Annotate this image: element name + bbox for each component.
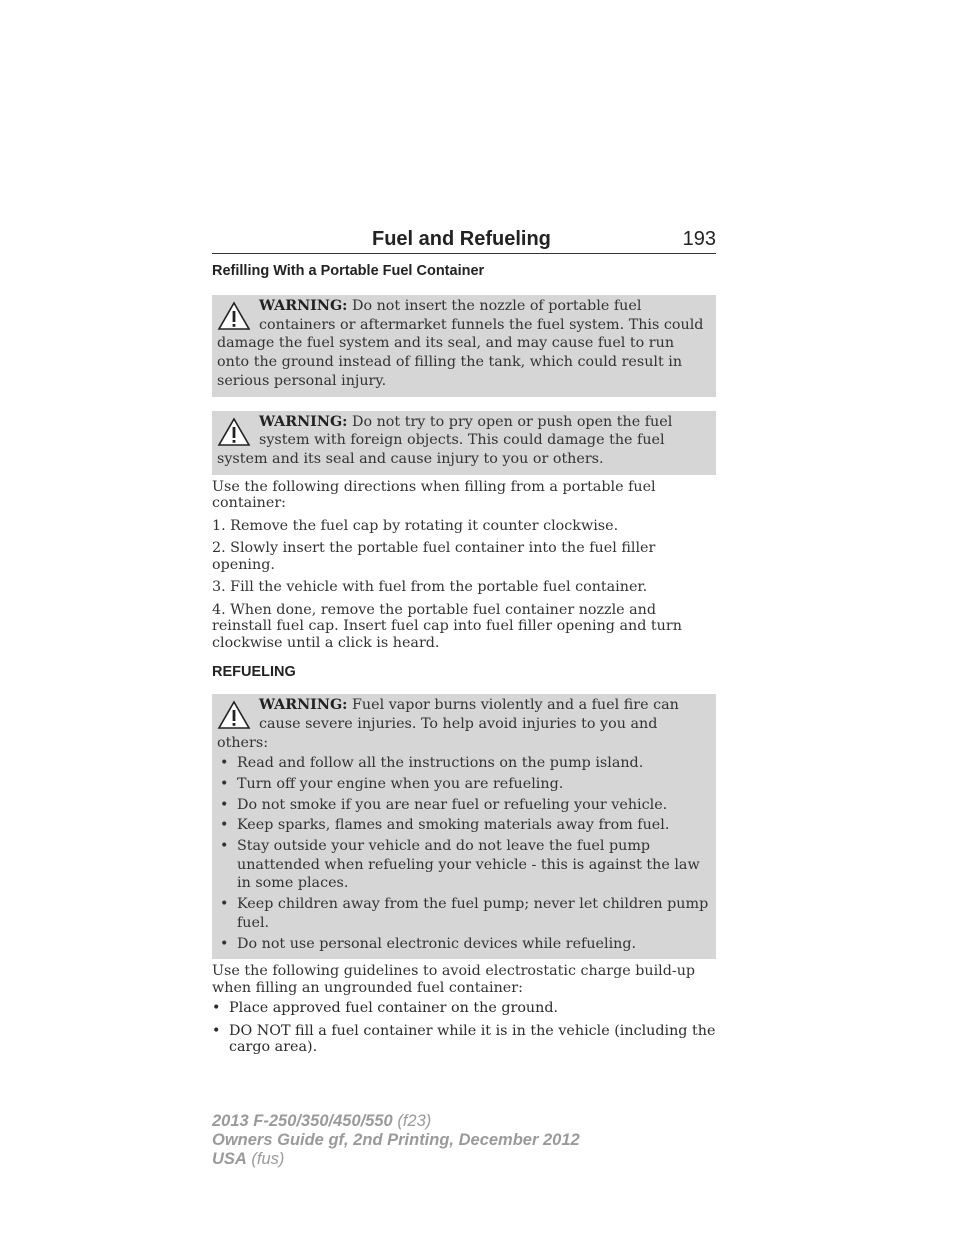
warning-bullet: • Do not smoke if you are near fuel or refueling your vehicle. (220, 796, 668, 813)
section-heading-refueling: REFUELING (212, 664, 296, 681)
page-content (212, 228, 716, 1056)
guideline-bullet: • DO NOT fill a fuel container while it is in the vehicle (including the cargo area). (212, 1022, 716, 1056)
footer-line-2: Owners Guide gf, 2nd Printing, December 2012 (212, 1131, 580, 1149)
warning-box-nozzle (212, 295, 716, 397)
footer-line-1: 2013 F-250/350/450/550 (f23) (212, 1112, 432, 1130)
page-footer (212, 1112, 580, 1169)
page-number: 193 (682, 228, 716, 250)
warning-bullet: • Turn off your engine when you are refueling. (220, 775, 564, 792)
directions-intro: Use the following directions when filling from a portable fuel container: (212, 478, 656, 512)
page-header (212, 228, 716, 254)
warning-triangle-icon (217, 417, 251, 447)
warning-bullet: • Stay outside your vehicle and do not leave the fuel pump unattended when refueling your vehicle - this is against the law in some places. (220, 838, 700, 892)
step-item: 1. Remove the fuel cap by rotating it counter clockwise. (212, 517, 619, 534)
warning-bullet: • Read and follow all the instructions on the pump island. (220, 755, 644, 772)
step-item: 3. Fill the vehicle with fuel from the portable fuel container. (212, 579, 648, 596)
warning-text: Do not try to pry open or push open the fuel system with foreign objects. This could damage the fuel system and its seal and cause injury to you or others. (217, 413, 673, 467)
step-item: 2. Slowly insert the portable fuel container into the fuel filler opening. (212, 540, 656, 573)
warning-triangle-icon (217, 700, 251, 730)
guideline-bullet: • Place approved fuel container on the ground. (212, 1000, 559, 1017)
warning-bullet: • Keep sparks, flames and smoking materials away from fuel. (220, 817, 670, 834)
warning-triangle-icon (217, 301, 251, 331)
warning-label: WARNING: (259, 413, 348, 430)
warning-box-vapor (212, 694, 716, 959)
warning-bullet: • Keep children away from the fuel pump; never let children pump fuel. (220, 896, 709, 931)
warning-bullet: • Do not use personal electronic devices while refueling. (220, 935, 637, 952)
warning-text: Fuel vapor burns violently and a fuel fire can cause severe injuries. To help avoid injuries to you and others: (217, 697, 679, 751)
warning-text: Do not insert the nozzle of portable fuel containers or aftermarket funnels the fuel system. This could damage the fuel system and its seal, and may cause fuel to run onto the ground instead of filling the tank, which could result in serious personal injury. (217, 298, 704, 389)
warning-label: WARNING: (259, 697, 348, 714)
warning-box-pry (212, 411, 716, 475)
step-item: 4. When done, remove the portable fuel container nozzle and reinstall fuel cap. Insert fuel cap into fuel filler opening and turn clockwise until a click is heard. (212, 601, 682, 651)
chapter-title: Fuel and Refueling (372, 228, 551, 250)
footer-line-3: USA (fus) (212, 1150, 285, 1168)
warning-label: WARNING: (259, 298, 348, 314)
guidelines-intro: Use the following guidelines to avoid electrostatic charge build-up when filling an ungrounded fuel container: (212, 963, 696, 996)
section-heading-portable: Refilling With a Portable Fuel Container (212, 263, 485, 279)
